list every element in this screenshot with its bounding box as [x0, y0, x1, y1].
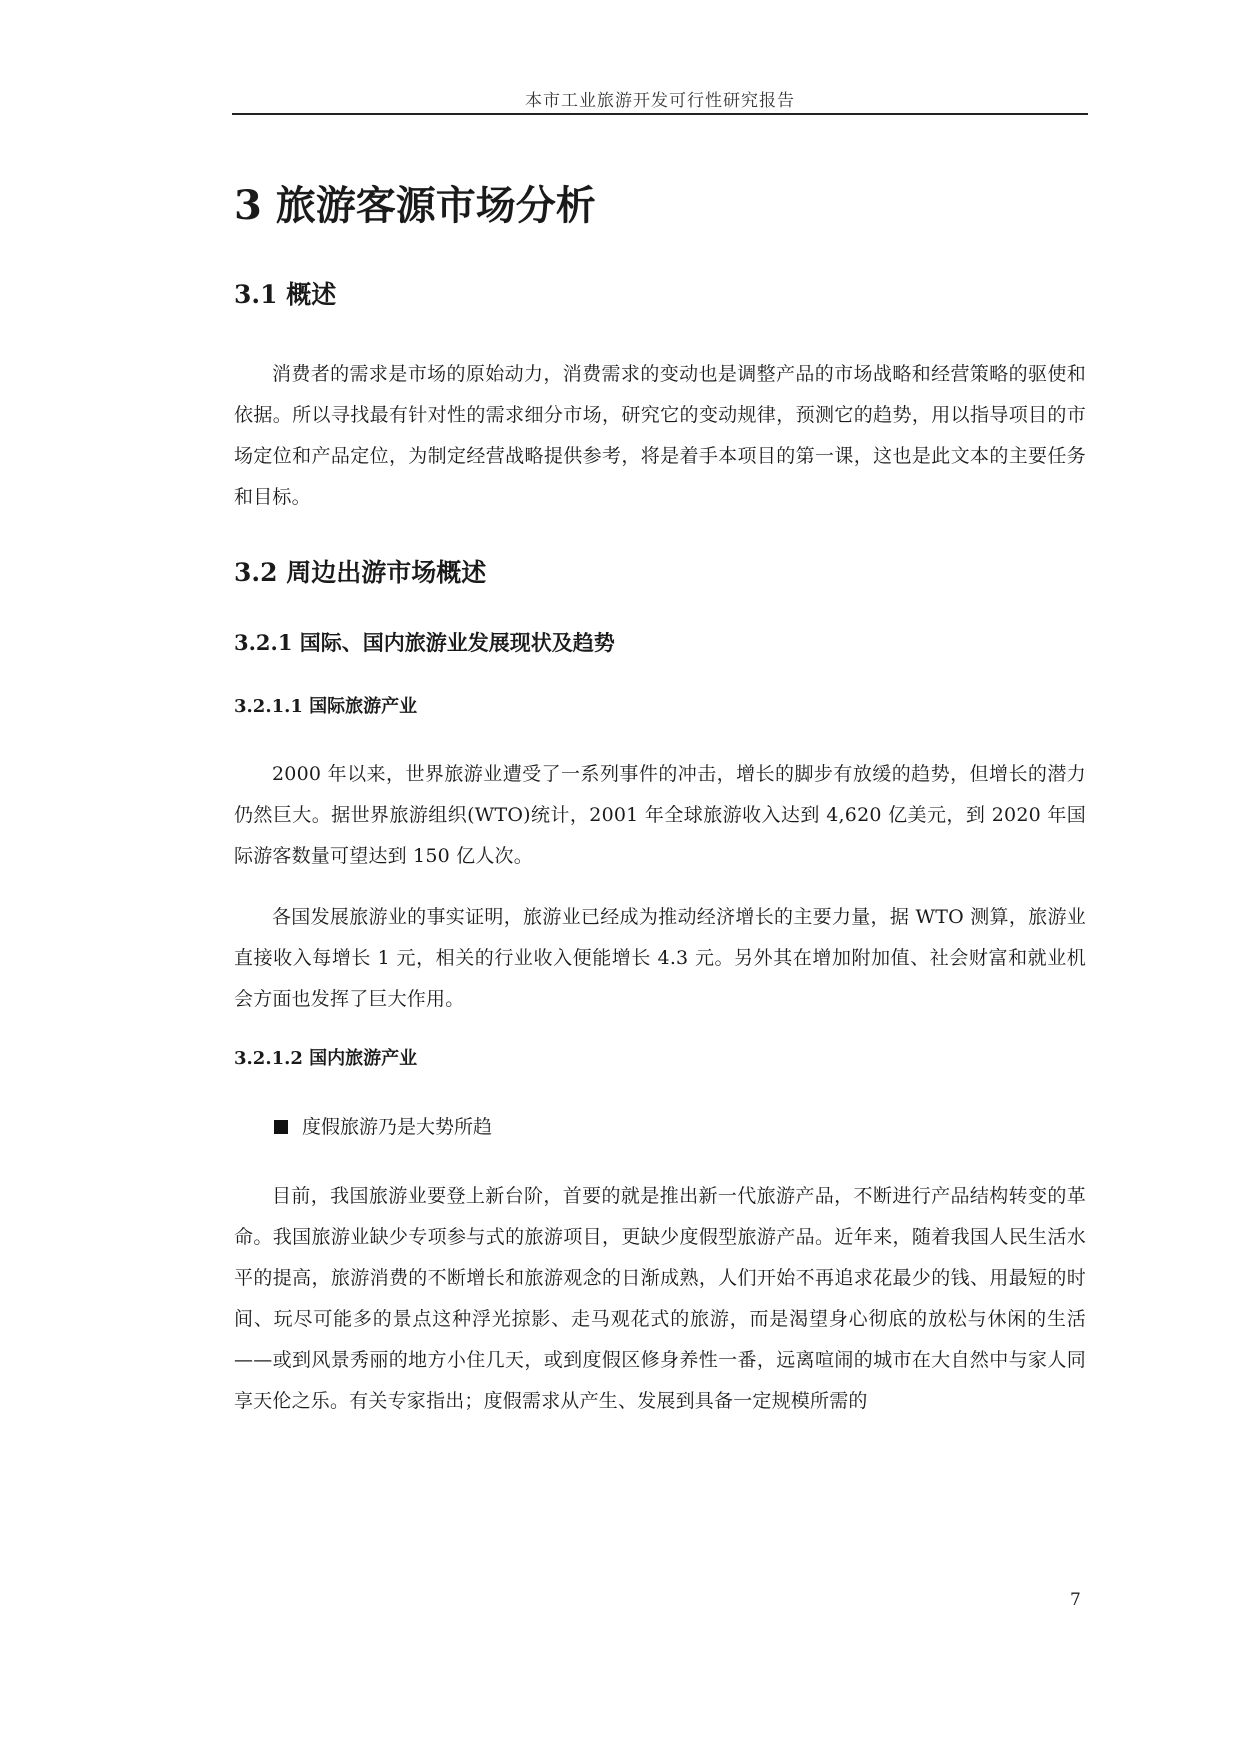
square-bullet-icon — [274, 1120, 288, 1134]
chapter-title: 3 旅游客源市场分析 — [234, 182, 596, 229]
section-3-2-1-2-paragraph-1: 目前，我国旅游业要登上新台阶，首要的就是推出新一代旅游产品，不断进行产品结构转变的革命。我国旅游业缺少专项参与式的旅游项目，更缺少度假型旅游产品。近年来，随着我国人民生活水平的提高，旅游消费的不断增长和旅游观念的日渐成熟，人们开始不再追求花最少的钱、用最短的时间、玩尽可能多的景点这种浮光掠影、走马观花式的旅游，而是渴望身心彻底的放松与休闲的生活——或到风景秀丽的地方小住几天，或到度假区修身养性一番，远离喧闹的城市在大自然中与家人同享天伦之乐。有关专家指出；度假需求从产生、发展到具备一定规模所需的 — [234, 1185, 1086, 1412]
header-rule — [232, 113, 1088, 115]
section-heading-3-2-1-1: 3.2.1.1 国际旅游产业 — [234, 696, 418, 717]
section-3-2-1-1-paragraph-1: 2000 年以来，世界旅游业遭受了一系列事件的冲击，增长的脚步有放缓的趋势，但增长的潜力仍然巨大。据世界旅游组织(WTO)统计，2001 年全球旅游收入达到 4,620 亿美元，到 2020 年国际游客数量可望达到 150 亿人次。 — [234, 763, 1086, 867]
bullet-item — [234, 1112, 1086, 1142]
section-heading-3-2: 3.2 周边出游市场概述 — [234, 558, 487, 587]
page-content — [234, 180, 1086, 1422]
section-heading-3-2-1: 3.2.1 国际、国内旅游业发展现状及趋势 — [234, 630, 615, 655]
page-number: 7 — [1070, 1590, 1081, 1610]
section-heading-3-2-1-2: 3.2.1.2 国内旅游产业 — [234, 1048, 418, 1069]
section-heading-3-1: 3.1 概述 — [234, 280, 337, 309]
section-3-2-1-1-paragraph-2: 各国发展旅游业的事实证明，旅游业已经成为推动经济增长的主要力量，据 WTO 测算，旅游业直接收入每增长 1 元，相关的行业收入便能增长 4.3 元。另外其在增加附加值、社会财富和就业机会方面也发挥了巨大作用。 — [234, 906, 1086, 1010]
running-header: 本市工业旅游开发可行性研究报告 — [525, 91, 795, 111]
bullet-text: 度假旅游乃是大势所趋 — [302, 1116, 493, 1138]
section-3-1-paragraph: 消费者的需求是市场的原始动力，消费需求的变动也是调整产品的市场战略和经营策略的驱使和依据。所以寻找最有针对性的需求细分市场，研究它的变动规律，预测它的趋势，用以指导项目的市场定位和产品定位，为制定经营战略提供参考，将是着手本项目的第一课，这也是此文本的主要任务和目标。 — [234, 363, 1086, 508]
